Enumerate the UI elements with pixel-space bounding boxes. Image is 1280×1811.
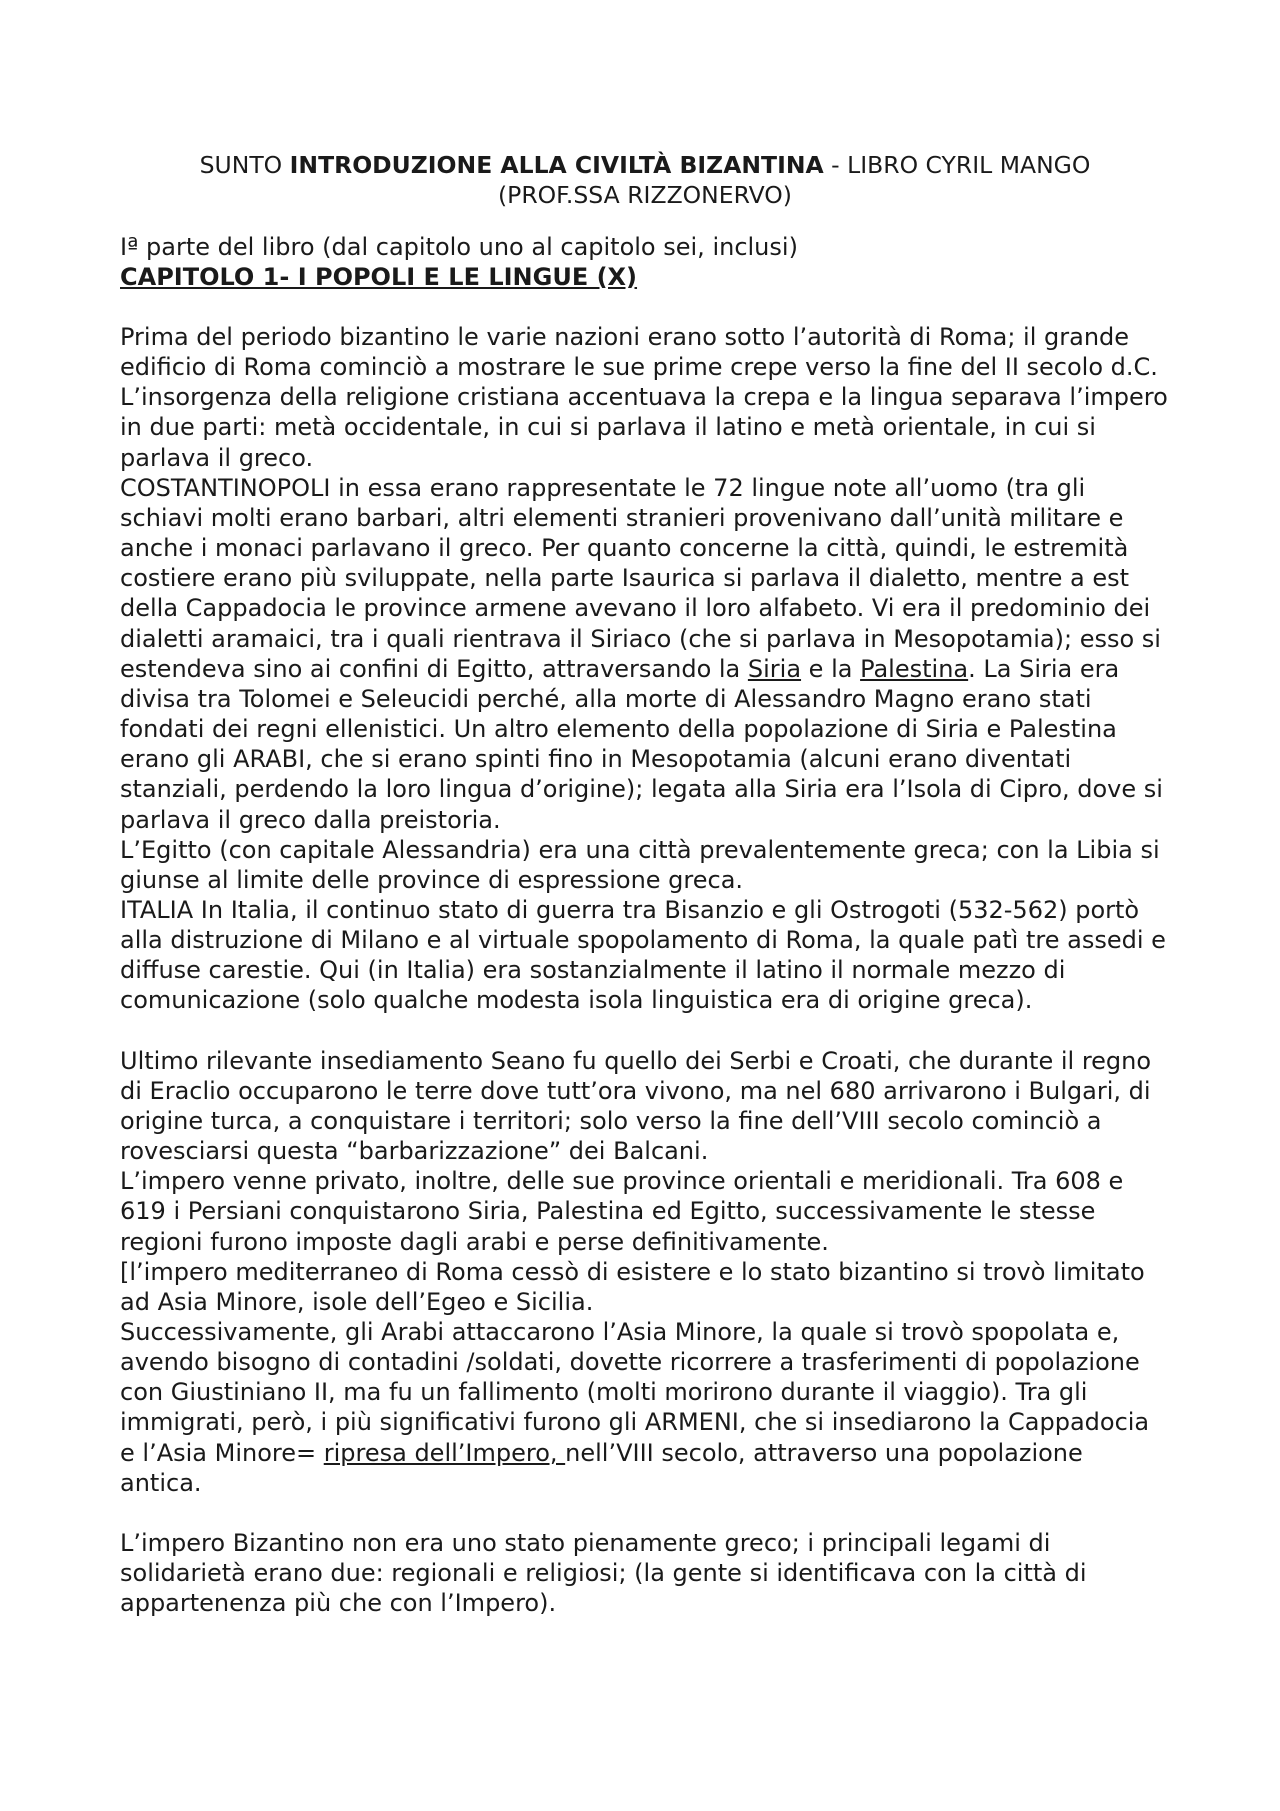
document-title <box>120 150 1170 210</box>
paragraph-impero-mediterraneo: [l’impero mediterraneo di Roma cessò di esistere e lo stato bizantino si trovò limitato ad Asia Minore, isole dell’Egeo e Sicilia. <box>120 1257 1145 1316</box>
paragraph-intro: Prima del periodo bizantino le varie nazioni erano sotto l’autorità di Roma; il grande edificio di Roma cominciò a mostrare le sue prime crepe verso la fine del II secolo d.C. L’insorgenza della religione cristiana accentuava la crepa e la lingua separava l’impero in due parti: metà occidentale, in cui si parlava il latino e metà orientale, in cui si parlava il greco. <box>120 323 1168 472</box>
paragraph-province: L’impero venne privato, inoltre, delle sue province orientali e meridionali. Tra 608 e 619 i Persiani conquistarono Siria, Palestina ed Egitto, successivamente le stesse regioni furono imposte dagli arabi e perse definitivamente. <box>120 1167 1124 1256</box>
paragraph-impero-bizantino: L’impero Bizantino non era uno stato pienamente greco; i principali legami di solidarietà erano due: regionali e religiosi; (la gente si identificava con la città di appartenenza più che con l’Impero). <box>120 1528 1087 1618</box>
title-suffix: - LIBRO CYRIL MANGO <box>823 151 1091 179</box>
paragraph-costantinopoli-and: e la <box>801 654 861 683</box>
title-prefix: SUNTO <box>199 151 290 179</box>
paragraph-serbi-croati: Ultimo rilevante insediamento Seano fu quello dei Serbi e Croati, che durante il regno di Eraclio occuparono le terre dove tutt’ora vivono, ma nel 680 arrivarono i Bulgari, di origine turca, a conquistare i territori; solo verso la fine dell’VIII secolo cominciò a rovesciarsi questa “barbarizzazione” dei Balcani. <box>120 1046 1152 1166</box>
paragraph-gap <box>120 1016 1170 1046</box>
document-subtitle: Iª parte del libro (dal capitolo uno al capitolo sei, inclusi) <box>120 233 798 261</box>
palestina-link-text: Palestina <box>860 654 969 683</box>
paragraph-egitto: L’Egitto (con capitale Alessandria) era una città prevalentemente greca; con la Libia si giunse al limite delle province di espressione greca. <box>120 835 1160 894</box>
document-page <box>120 150 1170 1618</box>
siria-link-text: Siria <box>747 654 802 683</box>
paragraph-costantinopoli-part2: . La Siria era divisa tra Tolomei e Seleucidi perché, alla morte di Alessandro Magno erano stati fondati dei regni ellenistici. Un altro elemento della popolazione di Siria e Palestina erano gli ARABI, che si erano spinti fino in Mesopotamia (alcuni erano diventati stanziali, perdendo la loro lingua d’origine); legata alla Siria era l’Isola di Cipro, dove si parlava il greco dalla preistoria. <box>120 654 1163 834</box>
chapter-heading: CAPITOLO 1- I POPOLI E LE LINGUE (X) <box>120 263 638 291</box>
paragraph-arabi-part1: Successivamente, gli Arabi attaccarono l’Asia Minore, la quale si trovò spopolata e, avendo bisogno di contadini /soldati, dovette ricorrere a trasferimenti di popolazione con Giustiniano II, ma fu un fallimento (molti morirono durante il viaggio). Tra gli immigrati, però, i più significativi furono gli ARMENI, che si insediarono la Cappadocia e l’Asia Minore= <box>120 1318 1150 1467</box>
paragraph-arabi-asia-minore <box>120 1317 1170 1498</box>
paragraph-costantinopoli <box>120 473 1170 835</box>
paragraph-italia: ITALIA In Italia, il continuo stato di guerra tra Bisanzio e gli Ostrogoti (532-562) portò alla distruzione di Milano e al virtuale spopolamento di Roma, la quale patì tre assedi e diffuse carestie. Qui (in Italia) era sostanzialmente il latino il normale mezzo di comunicazione (solo qualche modesta isola linguistica era di origine greca). <box>120 895 1166 1015</box>
ripresa-impero-text: ripresa dell’Impero, <box>323 1438 566 1467</box>
paragraph-costantinopoli-part1: COSTANTINOPOLI in essa erano rappresentate le 72 lingue note all’uomo (tra gli schiavi molti erano barbari, altri elementi stranieri provenivano dall’unità militare e anche i monaci parlavano il greco. Per quanto concerne la città, quindi, le estremità costiere erano più sviluppate, nella parte Isaurica si parlava il dialetto, mentre a est della Cappadocia le province armene avevano il loro alfabeto. Vi era il predominio dei dialetti aramaici, tra i quali rientrava il Siriaco (che si parlava in Mesopotamia); esso si estendeva sino ai confini di Egitto, attraversando la <box>120 473 1161 683</box>
title-bold: INTRODUZIONE ALLA CIVILTÀ BIZANTINA <box>289 151 824 179</box>
paragraph-arabi-part2: nell’VIII secolo, attraverso una popolazione antica. <box>120 1438 1083 1497</box>
title-line2: (PROF.SSA RIZZONERVO) <box>498 181 792 209</box>
paragraph-gap <box>120 1498 1170 1528</box>
